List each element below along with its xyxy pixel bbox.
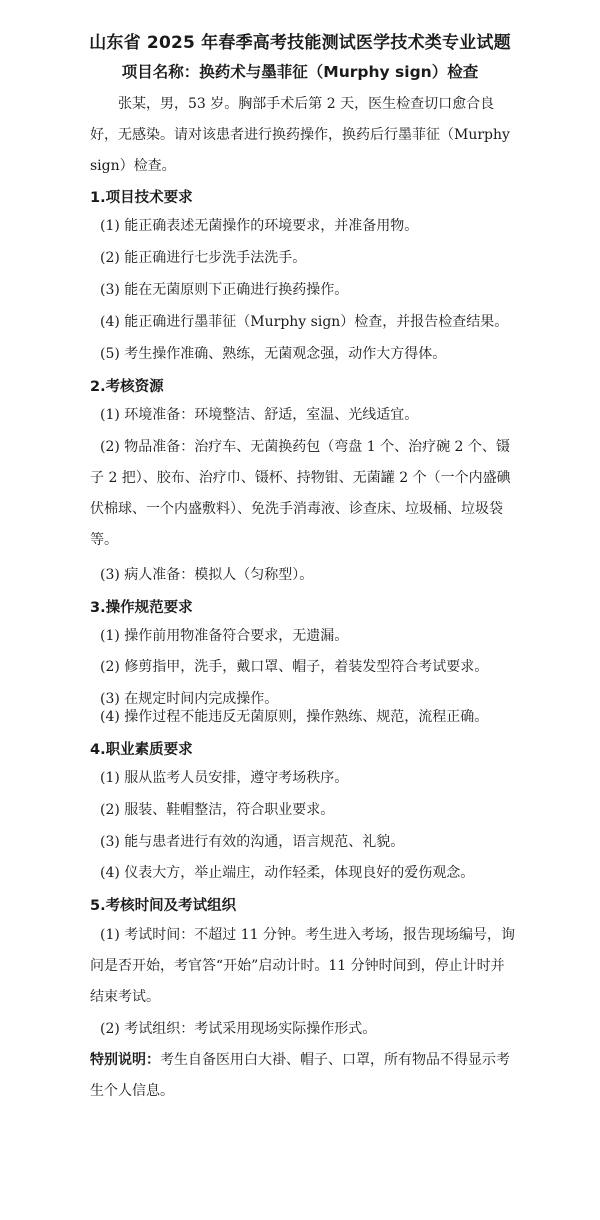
list-item: (3) 在规定时间内完成操作。 [100,691,279,707]
list-item: (2) 修剪指甲，洗手，戴口罩、帽子，着装发型符合考试要求。 [100,659,489,675]
list-item: (3) 能与患者进行有效的沟通，语言规范、礼貌。 [100,834,405,850]
section-heading-exam-resources: 2.考核资源 [90,379,164,395]
case-description: 张某，男，53 岁。胸部手术后第 2 天，医生检查切口愈合良好，无感染。请对该患者进行换药操作，换药后行墨菲征（Murphy sign）检查。 [90,96,510,174]
list-item: (4) 仪表大方，举止端庄，动作轻柔，体现良好的爱伤观念。 [100,865,475,881]
section-heading-exam-time-organization: 5.考核时间及考试组织 [90,898,237,914]
list-item: (4) 能正确进行墨菲征（Murphy sign）检查，并报告检查结果。 [100,314,509,330]
list-item: (2) 考试组织：考试采用现场实际操作形式。 [100,1021,377,1037]
list-item: (1) 能正确表述无菌操作的环境要求，并准备用物。 [100,218,419,234]
special-note-label: 特别说明： [90,1052,160,1068]
section-heading-operation-standards: 3.操作规范要求 [90,600,193,616]
special-note [90,1045,515,1107]
document-title: 山东省 2025 年春季高考技能测试医学技术类专业试题 [89,33,511,53]
list-item: (2) 服装、鞋帽整洁，符合职业要求。 [100,802,335,818]
section-heading-professional-quality: 4.职业素质要求 [90,742,193,758]
list-item: (3) 能在无菌原则下正确进行换药操作。 [100,282,349,298]
list-item: (1) 环境准备：环境整洁、舒适，室温、光线适宜。 [100,407,419,423]
list-item: (1) 服从监考人员安排，遵守考场秩序。 [100,770,349,786]
section-heading-technical-requirements: 1.项目技术要求 [90,190,193,206]
list-item: (2) 物品准备：治疗车、无菌换药包（弯盘 1 个、治疗碗 2 个、镊子 2 把）、胶布、治疗巾、镊杯、持物钳、无菌罐 2 个（一个内盛碘伏棉球、一个内盛敷料）、免洗手消毒液、诊查床、垃圾桶、垃圾袋等。 [90,439,511,548]
list-item: (1) 操作前用物准备符合要求，无遗漏。 [100,628,349,644]
list-item: (3) 病人准备：模拟人（匀称型）。 [100,567,314,583]
project-name: 项目名称：换药术与墨菲征（Murphy sign）检查 [121,63,479,81]
list-item: (4) 操作过程不能违反无菌原则，操作熟练、规范，流程正确。 [100,709,489,725]
list-item: (2) 能正确进行七步洗手法洗手。 [100,250,307,266]
list-item: (1) 考试时间：不超过 11 分钟。考生进入考场，报告现场编号，询问是否开始，考官答“开始”启动计时。11 分钟时间到，停止计时并结束考试。 [90,927,515,1005]
list-item: (5) 考生操作准确、熟练，无菌观念强，动作大方得体。 [100,346,447,362]
special-note-text: 考生自备医用白大褂、帽子、口罩，所有物品不得显示考生个人信息。 [90,1052,510,1099]
